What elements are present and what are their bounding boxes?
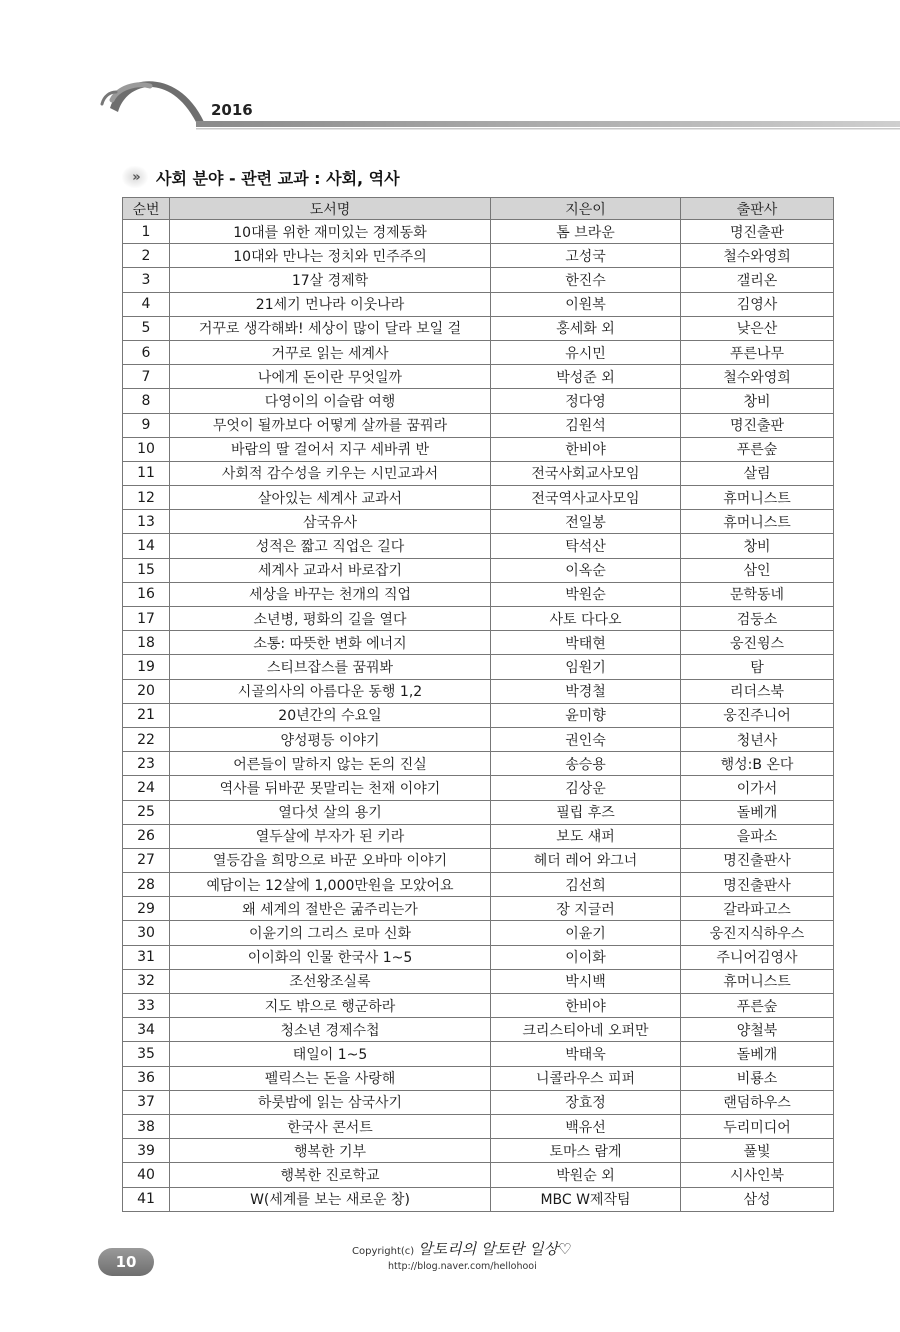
book-publisher: 두리미디어	[681, 1114, 834, 1138]
book-publisher: 푸른나무	[681, 340, 834, 364]
book-author: 유시민	[491, 340, 681, 364]
row-number: 3	[123, 268, 170, 292]
table-row	[123, 921, 834, 945]
table-row	[123, 1139, 834, 1163]
book-publisher: 철수와영희	[681, 244, 834, 268]
book-publisher: 창비	[681, 389, 834, 413]
table-row	[123, 824, 834, 848]
book-publisher: 삼성	[681, 1187, 834, 1211]
row-number: 20	[123, 679, 170, 703]
section-title: 사회 분야 - 관련 교과 : 사회, 역사	[156, 168, 400, 188]
book-author: 백유선	[491, 1114, 681, 1138]
book-title: 행복한 기부	[170, 1139, 491, 1163]
book-title: 10대를 위한 재미있는 경제동화	[170, 220, 491, 244]
book-title: 세계사 교과서 바로잡기	[170, 558, 491, 582]
row-number: 22	[123, 727, 170, 751]
book-author: 윤미향	[491, 703, 681, 727]
book-title: 삼국유사	[170, 510, 491, 534]
book-title: 열두살에 부자가 된 키라	[170, 824, 491, 848]
book-title: 스티브잡스를 꿈꿔봐	[170, 655, 491, 679]
table-row	[123, 413, 834, 437]
table-row	[123, 534, 834, 558]
row-number: 11	[123, 461, 170, 485]
book-author: 필립 후즈	[491, 800, 681, 824]
book-author: 크리스티아네 오퍼만	[491, 1018, 681, 1042]
footer-credit	[352, 1238, 612, 1272]
book-author: 장 지글러	[491, 897, 681, 921]
column-header-author: 지은이	[491, 198, 681, 220]
page-number-badge	[98, 1248, 154, 1276]
book-publisher: 행성:B 온다	[681, 752, 834, 776]
page-header	[0, 0, 900, 140]
book-title: 지도 밖으로 행군하라	[170, 994, 491, 1018]
book-publisher: 창비	[681, 534, 834, 558]
book-author: 전국사회교사모임	[491, 461, 681, 485]
book-author: 박경철	[491, 679, 681, 703]
table-row	[123, 1018, 834, 1042]
row-number: 40	[123, 1163, 170, 1187]
table-row	[123, 800, 834, 824]
table-row	[123, 316, 834, 340]
table-row	[123, 969, 834, 993]
book-author: 박성준 외	[491, 365, 681, 389]
book-author: 임원기	[491, 655, 681, 679]
book-title: 태일이 1~5	[170, 1042, 491, 1066]
table-row	[123, 727, 834, 751]
book-author: 김선희	[491, 873, 681, 897]
row-number: 24	[123, 776, 170, 800]
book-title: 살아있는 세계사 교과서	[170, 486, 491, 510]
header-year: 2016	[211, 101, 253, 119]
book-publisher: 풀빛	[681, 1139, 834, 1163]
row-number: 9	[123, 413, 170, 437]
table-row	[123, 752, 834, 776]
book-publisher: 명진출판사	[681, 873, 834, 897]
book-title: 소통: 따뜻한 변화 에너지	[170, 631, 491, 655]
book-list-table	[122, 197, 834, 1212]
column-header-number: 순번	[123, 198, 170, 220]
table-row	[123, 389, 834, 413]
book-title: 역사를 뒤바꾼 못말리는 천재 이야기	[170, 776, 491, 800]
table-row	[123, 582, 834, 606]
book-author: 김원석	[491, 413, 681, 437]
row-number: 39	[123, 1139, 170, 1163]
table-row	[123, 365, 834, 389]
table-row	[123, 776, 834, 800]
book-author: 니콜라우스 피퍼	[491, 1066, 681, 1090]
table-row	[123, 1066, 834, 1090]
row-number: 21	[123, 703, 170, 727]
book-publisher: 삼인	[681, 558, 834, 582]
book-author: 박태현	[491, 631, 681, 655]
book-publisher: 검둥소	[681, 607, 834, 631]
table-row	[123, 679, 834, 703]
book-title: 이윤기의 그리스 로마 신화	[170, 921, 491, 945]
book-publisher: 휴머니스트	[681, 969, 834, 993]
table-row	[123, 945, 834, 969]
book-title: 거꾸로 읽는 세계사	[170, 340, 491, 364]
table-row	[123, 1163, 834, 1187]
row-number: 16	[123, 582, 170, 606]
book-author: 전국역사교사모임	[491, 486, 681, 510]
book-author: 김상운	[491, 776, 681, 800]
double-chevron-icon: »	[122, 166, 148, 188]
book-author: 탁석산	[491, 534, 681, 558]
book-title: 성적은 짧고 직업은 길다	[170, 534, 491, 558]
book-publisher: 푸른숲	[681, 994, 834, 1018]
row-number: 33	[123, 994, 170, 1018]
book-title: 세상을 바꾸는 천개의 직업	[170, 582, 491, 606]
column-header-publisher: 출판사	[681, 198, 834, 220]
row-number: 31	[123, 945, 170, 969]
row-number: 8	[123, 389, 170, 413]
row-number: 23	[123, 752, 170, 776]
page-number: 10	[115, 1253, 137, 1271]
row-number: 32	[123, 969, 170, 993]
book-publisher: 을파소	[681, 824, 834, 848]
book-title: 17살 경제학	[170, 268, 491, 292]
book-title: 열다섯 살의 용기	[170, 800, 491, 824]
book-title: 왜 세계의 절반은 굶주리는가	[170, 897, 491, 921]
row-number: 34	[123, 1018, 170, 1042]
book-publisher: 웅진지식하우스	[681, 921, 834, 945]
book-author: 박원순	[491, 582, 681, 606]
table-row	[123, 510, 834, 534]
book-title: 소년병, 평화의 길을 열다	[170, 607, 491, 631]
book-title: 10대와 만나는 정치와 민주주의	[170, 244, 491, 268]
blog-signature: 알토리의 알토란 일상♡	[418, 1240, 572, 1258]
book-author: 톰 브라운	[491, 220, 681, 244]
table-row	[123, 244, 834, 268]
row-number: 28	[123, 873, 170, 897]
row-number: 29	[123, 897, 170, 921]
row-number: 12	[123, 486, 170, 510]
book-author: 정다영	[491, 389, 681, 413]
table-row	[123, 220, 834, 244]
book-title: 21세기 먼나라 이웃나라	[170, 292, 491, 316]
row-number: 15	[123, 558, 170, 582]
table-row	[123, 1090, 834, 1114]
row-number: 17	[123, 607, 170, 631]
book-title: 예담이는 12살에 1,000만원을 모았어요	[170, 873, 491, 897]
copyright-text: Copyright(c)	[352, 1246, 415, 1257]
book-publisher: 철수와영희	[681, 365, 834, 389]
book-author: 이이화	[491, 945, 681, 969]
book-author: 박원순 외	[491, 1163, 681, 1187]
row-number: 36	[123, 1066, 170, 1090]
book-publisher: 리더스북	[681, 679, 834, 703]
book-title: 바람의 딸 걸어서 지구 세바퀴 반	[170, 437, 491, 461]
row-number: 5	[123, 316, 170, 340]
book-publisher: 탐	[681, 655, 834, 679]
book-author: 송승용	[491, 752, 681, 776]
book-title: 조선왕조실록	[170, 969, 491, 993]
table-row	[123, 1187, 834, 1211]
book-publisher: 비룡소	[681, 1066, 834, 1090]
row-number: 2	[123, 244, 170, 268]
book-publisher: 명진출판	[681, 220, 834, 244]
header-swoosh-graphic	[0, 0, 900, 140]
row-number: 25	[123, 800, 170, 824]
book-author: 홍세화 외	[491, 316, 681, 340]
row-number: 18	[123, 631, 170, 655]
table-row	[123, 558, 834, 582]
book-publisher: 휴머니스트	[681, 510, 834, 534]
table-row	[123, 292, 834, 316]
table-row	[123, 1042, 834, 1066]
book-author: MBC W제작팀	[491, 1187, 681, 1211]
book-title: 거꾸로 생각해봐! 세상이 많이 달라 보일 걸	[170, 316, 491, 340]
row-number: 37	[123, 1090, 170, 1114]
row-number: 7	[123, 365, 170, 389]
book-publisher: 명진출판사	[681, 848, 834, 872]
book-title: 이이화의 인물 한국사 1~5	[170, 945, 491, 969]
table-row	[123, 994, 834, 1018]
book-publisher: 돌베개	[681, 1042, 834, 1066]
row-number: 6	[123, 340, 170, 364]
book-title: 20년간의 수요일	[170, 703, 491, 727]
table-body	[123, 220, 834, 1212]
book-publisher: 랜덤하우스	[681, 1090, 834, 1114]
book-title: W(세계를 보는 새로운 창)	[170, 1187, 491, 1211]
book-author: 사토 다다오	[491, 607, 681, 631]
book-author: 장효정	[491, 1090, 681, 1114]
book-publisher: 돌베개	[681, 800, 834, 824]
table-row	[123, 848, 834, 872]
book-author: 이옥순	[491, 558, 681, 582]
book-author: 박시백	[491, 969, 681, 993]
table-row	[123, 1114, 834, 1138]
row-number: 30	[123, 921, 170, 945]
row-number: 13	[123, 510, 170, 534]
book-author: 권인숙	[491, 727, 681, 751]
book-publisher: 양철북	[681, 1018, 834, 1042]
table-row	[123, 486, 834, 510]
column-header-title: 도서명	[170, 198, 491, 220]
row-number: 38	[123, 1114, 170, 1138]
row-number: 27	[123, 848, 170, 872]
book-author: 한비야	[491, 437, 681, 461]
book-title: 다영이의 이슬람 여행	[170, 389, 491, 413]
book-author: 헤더 레어 와그너	[491, 848, 681, 872]
book-title: 사회적 감수성을 키우는 시민교과서	[170, 461, 491, 485]
book-title: 행복한 진로학교	[170, 1163, 491, 1187]
book-publisher: 이가서	[681, 776, 834, 800]
table-row	[123, 873, 834, 897]
table-row	[123, 461, 834, 485]
table-row	[123, 703, 834, 727]
row-number: 26	[123, 824, 170, 848]
book-author: 한비야	[491, 994, 681, 1018]
row-number: 19	[123, 655, 170, 679]
book-author: 이윤기	[491, 921, 681, 945]
row-number: 4	[123, 292, 170, 316]
table-header-row	[123, 198, 834, 220]
book-title: 열등감을 희망으로 바꾼 오바마 이야기	[170, 848, 491, 872]
book-publisher: 주니어김영사	[681, 945, 834, 969]
book-author: 이원복	[491, 292, 681, 316]
book-publisher: 휴머니스트	[681, 486, 834, 510]
book-author: 토마스 람게	[491, 1139, 681, 1163]
book-title: 하룻밤에 읽는 삼국사기	[170, 1090, 491, 1114]
book-publisher: 웅진주니어	[681, 703, 834, 727]
table-row	[123, 340, 834, 364]
book-author: 한진수	[491, 268, 681, 292]
book-title: 어른들이 말하지 않는 돈의 진실	[170, 752, 491, 776]
book-title: 시골의사의 아름다운 동행 1,2	[170, 679, 491, 703]
book-publisher: 시사인북	[681, 1163, 834, 1187]
book-author: 보도 섀퍼	[491, 824, 681, 848]
row-number: 14	[123, 534, 170, 558]
book-publisher: 문학동네	[681, 582, 834, 606]
row-number: 41	[123, 1187, 170, 1211]
book-title: 양성평등 이야기	[170, 727, 491, 751]
row-number: 10	[123, 437, 170, 461]
book-publisher: 낮은산	[681, 316, 834, 340]
table-row	[123, 897, 834, 921]
book-title: 무엇이 될까보다 어떻게 살까를 꿈꿔라	[170, 413, 491, 437]
book-publisher: 살림	[681, 461, 834, 485]
table-row	[123, 268, 834, 292]
book-author: 박태욱	[491, 1042, 681, 1066]
book-publisher: 갤리온	[681, 268, 834, 292]
row-number: 1	[123, 220, 170, 244]
book-title: 펠릭스는 돈을 사랑해	[170, 1066, 491, 1090]
book-author: 고성국	[491, 244, 681, 268]
book-title: 청소년 경제수첩	[170, 1018, 491, 1042]
book-title: 나에게 돈이란 무엇일까	[170, 365, 491, 389]
book-author: 전일봉	[491, 510, 681, 534]
book-publisher: 명진출판	[681, 413, 834, 437]
table-row	[123, 437, 834, 461]
book-publisher: 김영사	[681, 292, 834, 316]
section-heading	[122, 165, 400, 189]
table-row	[123, 655, 834, 679]
book-publisher: 청년사	[681, 727, 834, 751]
book-publisher: 웅진윙스	[681, 631, 834, 655]
book-title: 한국사 콘서트	[170, 1114, 491, 1138]
book-publisher: 푸른숲	[681, 437, 834, 461]
book-publisher: 갈라파고스	[681, 897, 834, 921]
table-row	[123, 607, 834, 631]
table-row	[123, 631, 834, 655]
row-number: 35	[123, 1042, 170, 1066]
blog-url: http://blog.naver.com/hellohooi	[388, 1261, 537, 1272]
